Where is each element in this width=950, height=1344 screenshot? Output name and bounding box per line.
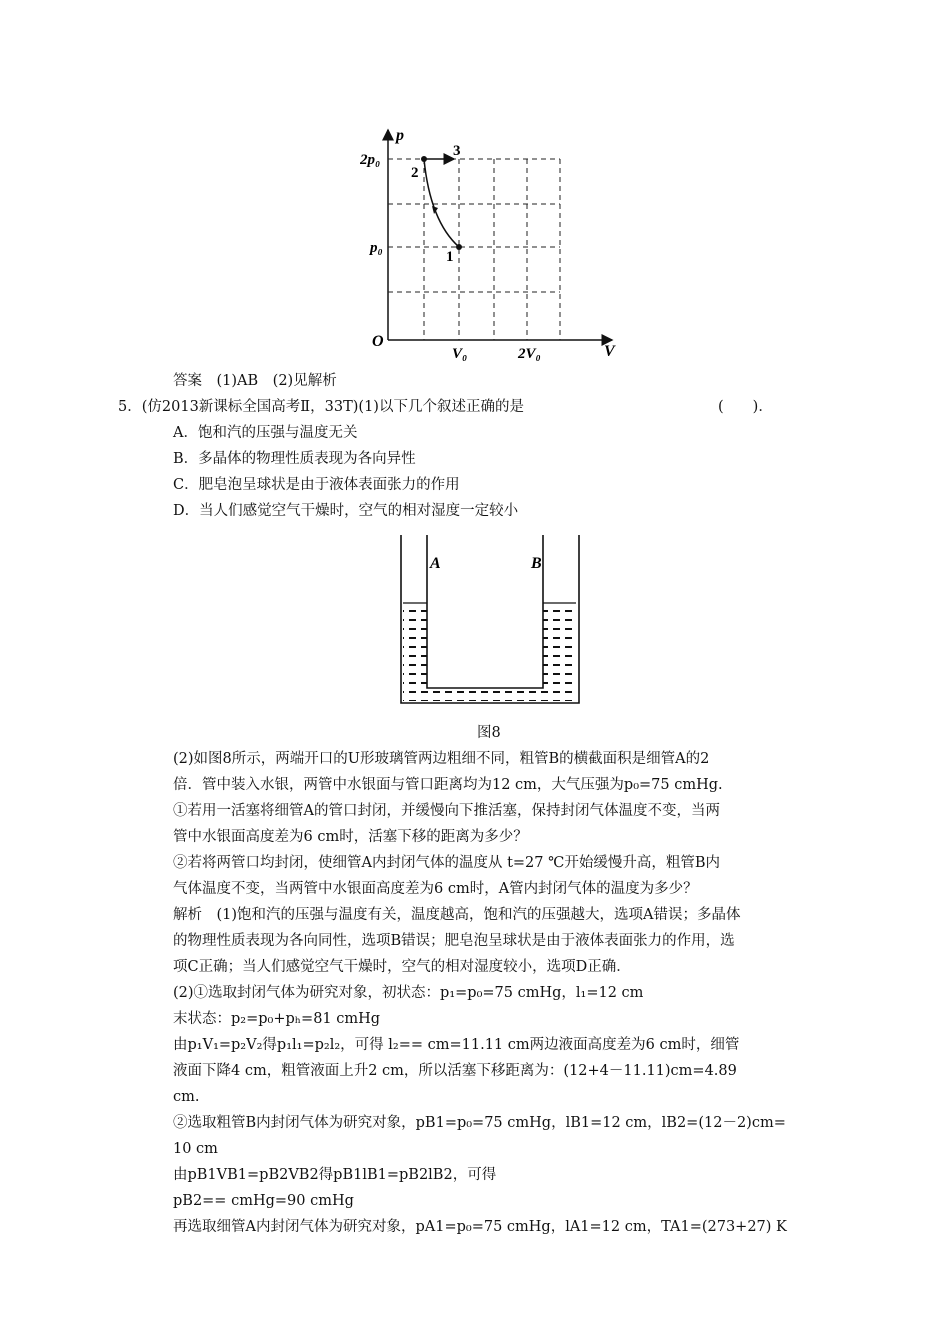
part2-line: 管中水银面高度差为6 cm时，活塞下移的距离为多少？: [173, 829, 528, 845]
solution-line: 的物理性质表现为各向同性，选项B错误；肥皂泡呈球状是由于液体表面张力的作用，选: [173, 933, 735, 949]
tick-2v0: 2V₀: [518, 346, 541, 362]
point-2-label: 2: [411, 165, 419, 181]
curve-arrow-icon: [432, 206, 438, 214]
tube-a-label: A: [430, 555, 441, 572]
part2-line: ①若用一活塞将细管A的管口封闭，并缓慢向下推活塞，保持封闭气体温度不变，当两: [173, 803, 720, 819]
axis-p-label: p: [396, 127, 404, 144]
point-1-label: 1: [446, 249, 454, 265]
u-tube-inner-wall: [427, 535, 543, 688]
solution-line: 解析 (1)饱和汽的压强与温度有关，温度越高，饱和汽的压强越大，选项A错误；多晶体: [173, 907, 741, 923]
solution-line: 再选取细管A内封闭气体为研究对象，pA1=p₀=75 cmHg，lA1=12 cm，TA1=(273+27) K: [173, 1219, 787, 1235]
part2-line: ②若将两管口均封闭，使细管A内封闭气体的温度从 t=27 ℃开始缓慢升高，粗管B内: [173, 855, 720, 871]
solution-line: 项C正确；当人们感觉空气干燥时，空气的相对湿度较小，选项D正确．: [173, 959, 631, 975]
point-2-dot: [421, 156, 427, 162]
solution-line: 液面下降4 cm，粗管液面上升2 cm，所以活塞下移距离为：(12+4－11.11)cm=4.89: [173, 1063, 737, 1079]
tick-v0: V₀: [452, 346, 468, 362]
pv-graph: [360, 122, 630, 362]
answer-line: 答案 (1)AB (2)见解析: [173, 373, 337, 389]
axis-v-label: V: [604, 343, 615, 360]
option-a: A．饱和汽的压强与温度无关: [173, 425, 358, 441]
part2-line: (2)如图8所示，两端开口的U形玻璃管两边粗细不同，粗管B的横截面积是细管A的2: [173, 751, 710, 767]
part2-line: 倍．管中装入水银，两管中水银面与管口距离均为12 cm，大气压强为p₀=75 cmHg.: [173, 777, 723, 793]
solution-line: cm.: [173, 1089, 200, 1105]
solution-line: pB2== cmHg=90 cmHg: [173, 1193, 354, 1209]
solution-line: 由pB1VB1=pB2VB2得pB1lB1=pB2lB2，可得: [173, 1167, 497, 1183]
option-b: B．多晶体的物理性质表现为各向异性: [173, 451, 416, 467]
solution-line: (2)①选取封闭气体为研究对象，初状态：p₁=p₀=75 cmHg，l₁=12 cm: [173, 985, 644, 1001]
question-stem-text: (仿2013新课标全国高考Ⅱ，33T)(1)以下几个叙述正确的是: [141, 399, 524, 415]
solution-line: 末状态：p₂=p₀+pₕ=81 cmHg: [173, 1011, 381, 1027]
tick-2p0: 2p₀: [360, 152, 381, 168]
solution-line: 由p₁V₁=p₂V₂得p₁l₁=p₂l₂，可得 l₂== cm=11.11 cm两边液面高度差为6 cm时，细管: [173, 1037, 740, 1053]
grid: [388, 159, 560, 340]
point-1-dot: [456, 244, 462, 250]
process-curve: [424, 159, 459, 247]
solution-line: ②选取粗管B内封闭气体为研究对象，pB1=p₀=75 cmHg，lB1=12 cm，lB2=(12－2)cm=: [173, 1115, 786, 1131]
figure-caption: 图8: [477, 725, 501, 741]
option-c: C．肥皂泡呈球状是由于液体表面张力的作用: [173, 477, 460, 493]
tick-p0: p₀: [370, 240, 383, 256]
tube-b-label: B: [531, 555, 542, 572]
part2-line: 气体温度不变，当两管中水银面高度差为6 cm时，A管内封闭气体的温度为多少？: [173, 881, 698, 897]
point-3-label: 3: [453, 143, 461, 159]
solution-line: 10 cm: [173, 1141, 218, 1157]
answer-blank: ( )．: [718, 399, 773, 415]
option-d: D．当人们感觉空气干燥时，空气的相对湿度一定较小: [173, 503, 519, 519]
question-stem: [118, 398, 524, 416]
mercury-fill: [403, 603, 576, 701]
origin-label: O: [372, 333, 384, 350]
question-number: 5．: [118, 399, 142, 415]
u-tube-figure: [395, 535, 585, 710]
